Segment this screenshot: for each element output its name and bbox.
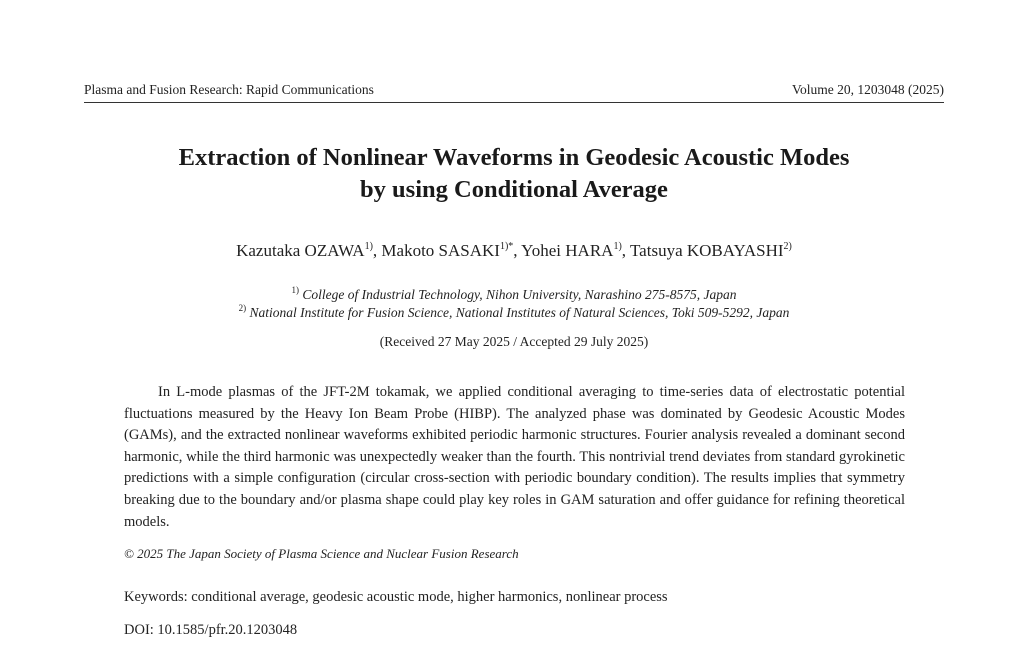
- author-separator: ,: [621, 241, 630, 260]
- keywords: Keywords: conditional average, geodesic acoustic mode, higher harmonics, nonlinear process: [124, 589, 668, 605]
- paper-title: [84, 142, 944, 206]
- affiliation: [84, 304, 944, 322]
- author-name: Tatsuya KOBAYASHI: [629, 241, 784, 260]
- abstract: In L-mode plasmas of the JFT-2M tokamak, we applied conditional averaging to time-series data of electrostatic potential fluctuations measured by the Heavy Ion Beam Probe (HIBP). The analyzed phase was dominated by Geodesic Acoustic Modes (GAMs), and the extracted nonlinear waveforms exhibited periodic harmonic structures. Fourier analysis revealed a dominant second harmonic, while the third harmonic was unexpectedly weaker than the fourth. This nontrivial trend deviates from standard gyrokinetic predictions with a simple configuration (circular cross-section with periodic boundary condition). The results implies that symmetry breaking due to the boundary and/or plasma shape could play key roles in GAM saturation and offer guidance for refining theoretical models.: [124, 384, 905, 530]
- affiliation-text: National Institute for Fusion Science, National Institutes of Natural Sciences, Toki 509-5292, Japan: [249, 305, 790, 320]
- affiliation-text: College of Industrial Technology, Nihon University, Narashino 275-8575, Japan: [302, 287, 737, 302]
- author-name: Yohei HARA: [521, 241, 614, 260]
- running-head: [84, 82, 944, 103]
- affiliation-mark: 2): [238, 303, 247, 313]
- author-affil-mark: 1)*: [499, 241, 514, 252]
- title-line-2: by using Conditional Average: [360, 176, 668, 203]
- doi: DOI: 10.1585/pfr.20.1203048: [124, 622, 298, 638]
- author-name: Kazutaka OZAWA: [236, 241, 365, 260]
- volume-info: Volume 20, 1203048 (2025): [792, 82, 944, 97]
- author-affil-mark: 1): [613, 241, 622, 252]
- author-separator: ,: [513, 241, 522, 260]
- received-dates: (Received 27 May 2025 / Accepted 29 July 2025): [379, 334, 649, 349]
- affiliation: [84, 286, 944, 304]
- author-list: [84, 240, 944, 262]
- author-name: Makoto SASAKI: [381, 241, 500, 260]
- copyright: © 2025 The Japan Society of Plasma Science and Nuclear Fusion Research: [124, 546, 519, 561]
- affiliations: [84, 286, 944, 322]
- title-line-1: Extraction of Nonlinear Waveforms in Geodesic Acoustic Modes: [178, 144, 850, 171]
- journal-name: Plasma and Fusion Research: Rapid Communications: [84, 82, 374, 97]
- author-separator: ,: [372, 241, 382, 260]
- author-affil-mark: 2): [783, 241, 792, 252]
- author-affil-mark: 1): [364, 241, 373, 252]
- affiliation-mark: 1): [291, 285, 299, 295]
